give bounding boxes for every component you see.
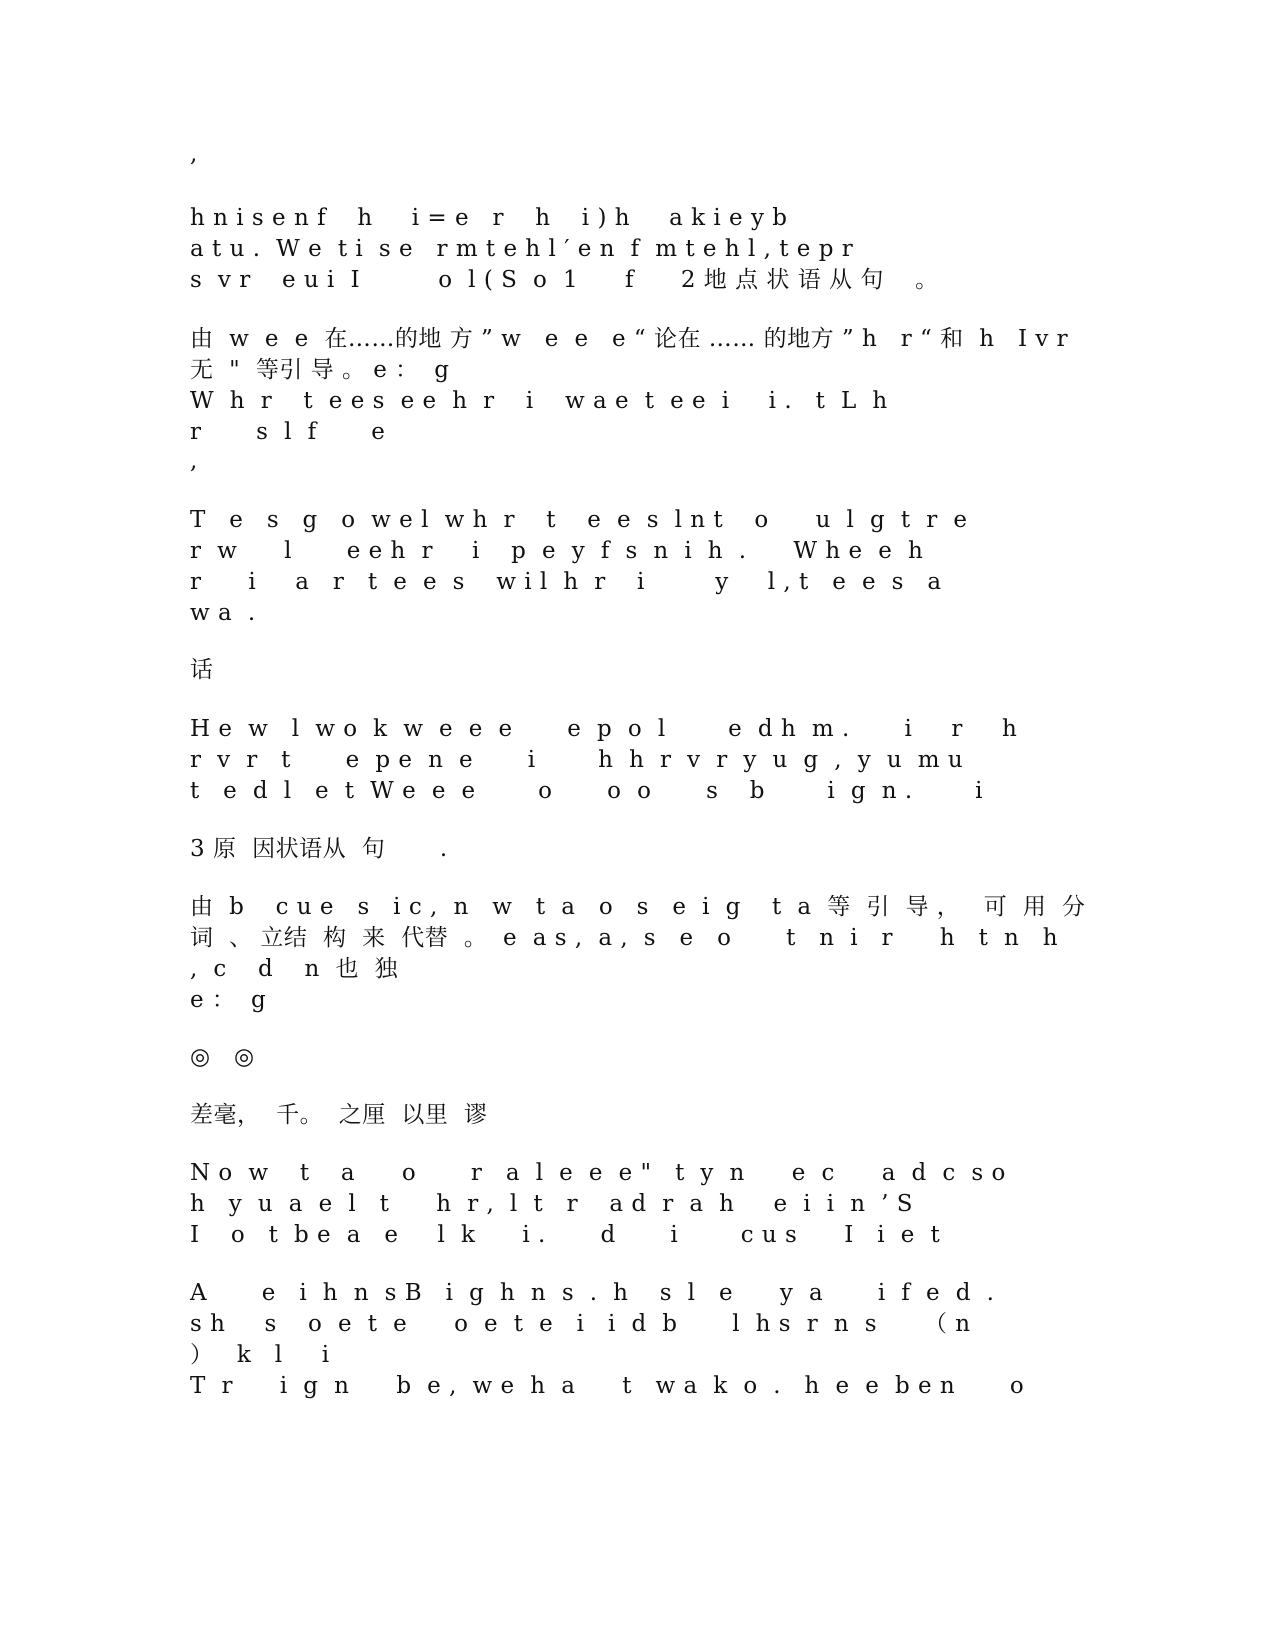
text-line: s v r e u i I o l ( S o 1 f 2 地 点 状 语 从 句 。 — [190, 267, 939, 293]
text-line: N o w t a o r a l e e e " t y n e c a d c s o — [190, 1160, 1006, 1186]
text-line: 词 、 立结 构 来 代替 。 e a s , a , s e o t n i r h t n h — [190, 925, 1059, 951]
text-line: 由 w e e 在……的地 方 ” w e e e “ 论在 …… 的地方 ” h r “ 和 h I v r — [190, 326, 1069, 352]
text-line: T e s g o w e l w h r t e e s l n t o u l g t r e — [190, 507, 968, 533]
text-line: A e i h n s B i g h n s . h s l e y a i f e d . — [190, 1280, 995, 1306]
section-heading: 3 原 因状语从 句 . — [190, 836, 448, 862]
text-line: W h r t e e s e e h r i w a e t e e i i . t L h — [190, 388, 888, 414]
text-line: 差毫， 千。 之厘 以里 谬 — [190, 1102, 488, 1128]
text-line: 话 — [190, 657, 214, 683]
text-line: h y u a e l t h r , l t r a d r a h e i i n ’ S — [190, 1191, 914, 1217]
text-line: , — [190, 448, 198, 474]
text-line: r s l f e — [190, 419, 386, 445]
symbol-line: ◎ ◎ — [190, 1044, 255, 1070]
text-line: T r i g n b e , w e h a t w a k o . h e e b e n o — [190, 1373, 1025, 1399]
text-line: I o t b e a e l k i . d i c u s I i e t — [190, 1222, 941, 1248]
text-line: 无 " 等引 导 。 e ： g — [190, 357, 450, 383]
text-line: w a . — [190, 600, 256, 626]
text-line: a t u . W e t i s e r m t e h l ′ e n f m t e h l , t e p r — [190, 236, 854, 262]
text-line: ） k l i — [190, 1342, 330, 1368]
text-line: 由 b c u e s i c , n w t a o s e i g t a 等 引 导 ， 可 用 分 — [190, 894, 1086, 920]
text-line: s h s o e t e o e t e i i d b l h s r n s （ n — [190, 1311, 971, 1337]
text-line: , — [190, 141, 198, 167]
text-line: r i a r t e e s w i l h r i y l , t e e s a — [190, 569, 942, 595]
text-line: e ： g — [190, 987, 267, 1013]
text-line: r w l e e h r i p e y f s n i h . W h e e h — [190, 538, 924, 564]
text-line: H e w l w o k w e e e e p o l e d h m . i r h — [190, 716, 1018, 742]
text-line: , c d n 也 独 — [190, 956, 399, 982]
text-line: h n i s e n f h i = e r h i ) h a k i e y b — [190, 205, 788, 231]
text-line: r v r t e p e n e i h h r v r y u g , y u m u — [190, 747, 964, 773]
text-line: t e d l e t W e e e o o o s b i g n . i — [190, 778, 984, 804]
